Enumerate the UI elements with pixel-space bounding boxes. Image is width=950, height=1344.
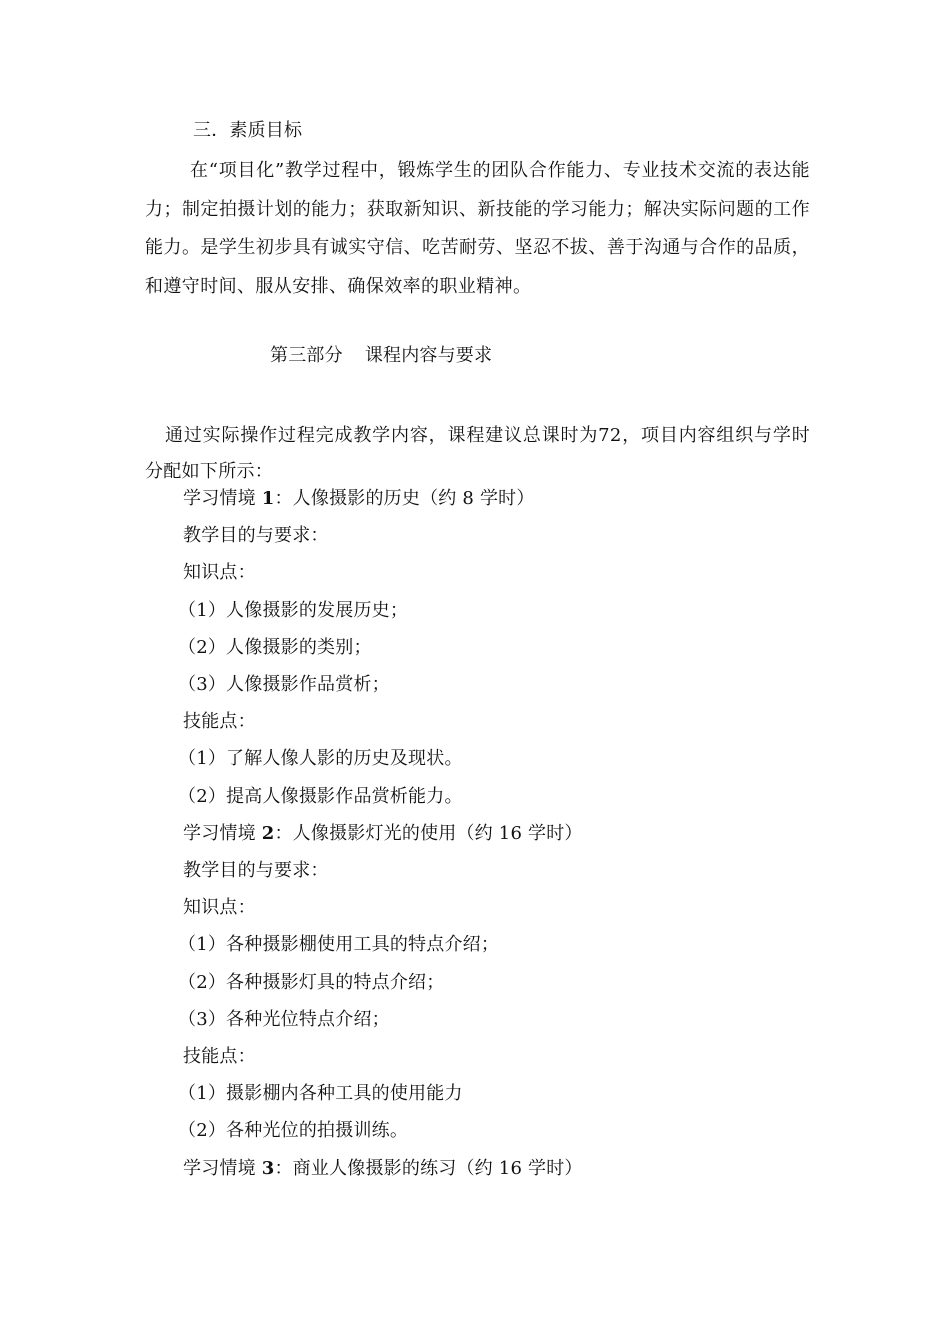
list-item: 知识点： [183, 897, 256, 919]
list-item: 教学目的与要求： [183, 860, 329, 881]
situation-number: 2 [261, 822, 275, 844]
section-heading-quality-goals: 三．素质目标 [193, 120, 303, 141]
quality-goals-paragraph: 在“项目化”教学过程中，锻炼学生的团队合作能力、专业技术交流的表达能力；制定拍摄计划的能力；获取新知识、新技能的学习能力；解决实际问题的工作能力。是学生初步具有诚实守信、吃苦耐劳、坚忍不拔、善于沟通与合作的品质，和遵守时间、服从安排、确保效率的职业精神。 [145, 160, 810, 297]
list-item: （3）人像摄影作品赏析； [178, 674, 390, 695]
list-item: （1）摄影棚内各种工具的使用能力 [178, 1083, 463, 1105]
learning-situation-heading [183, 822, 583, 846]
list-item: （1）各种摄影棚使用工具的特点介绍； [178, 934, 500, 956]
situation-title: ：人像摄影的历史（约 8 学时） [274, 488, 535, 509]
list-item: 技能点： [183, 711, 256, 733]
situation-number: 3 [261, 1157, 275, 1179]
learning-situation-heading [183, 1157, 583, 1181]
list-item: （2）各种摄影灯具的特点介绍； [178, 971, 445, 993]
part-title-number: 第三部分 [270, 345, 343, 366]
list-item: （1）人像摄影的发展历史； [178, 599, 409, 621]
list-item: （3）各种光位特点介绍； [178, 1008, 390, 1030]
list-item: （2）人像摄影的类别； [178, 636, 372, 658]
course-intro-paragraph: 通过实际操作过程完成教学内容，课程建议总课时为72，项目内容组织与学时分配如下所示： [145, 425, 810, 482]
list-item: 教学目的与要求： [183, 525, 329, 547]
part-three-title [270, 344, 492, 368]
list-item: （2）各种光位的拍摄训练。 [178, 1120, 409, 1142]
situation-number: 1 [261, 488, 275, 509]
situation-title: ：商业人像摄影的练习（约 16 学时） [274, 1157, 583, 1179]
list-item: （2）提高人像摄影作品赏析能力。 [178, 785, 463, 807]
situation-prefix: 学习情境 [183, 822, 262, 844]
list-item: （1）了解人像人影的历史及现状。 [178, 748, 463, 770]
situation-prefix: 学习情境 [183, 488, 262, 509]
learning-situation-heading [183, 487, 535, 511]
part-title-text: 课程内容与要求 [364, 345, 493, 366]
list-item: 技能点： [183, 1046, 256, 1067]
situation-prefix: 学习情境 [183, 1157, 262, 1179]
situation-title: ：人像摄影灯光的使用（约 16 学时） [274, 822, 583, 844]
list-item: 知识点： [183, 562, 256, 584]
